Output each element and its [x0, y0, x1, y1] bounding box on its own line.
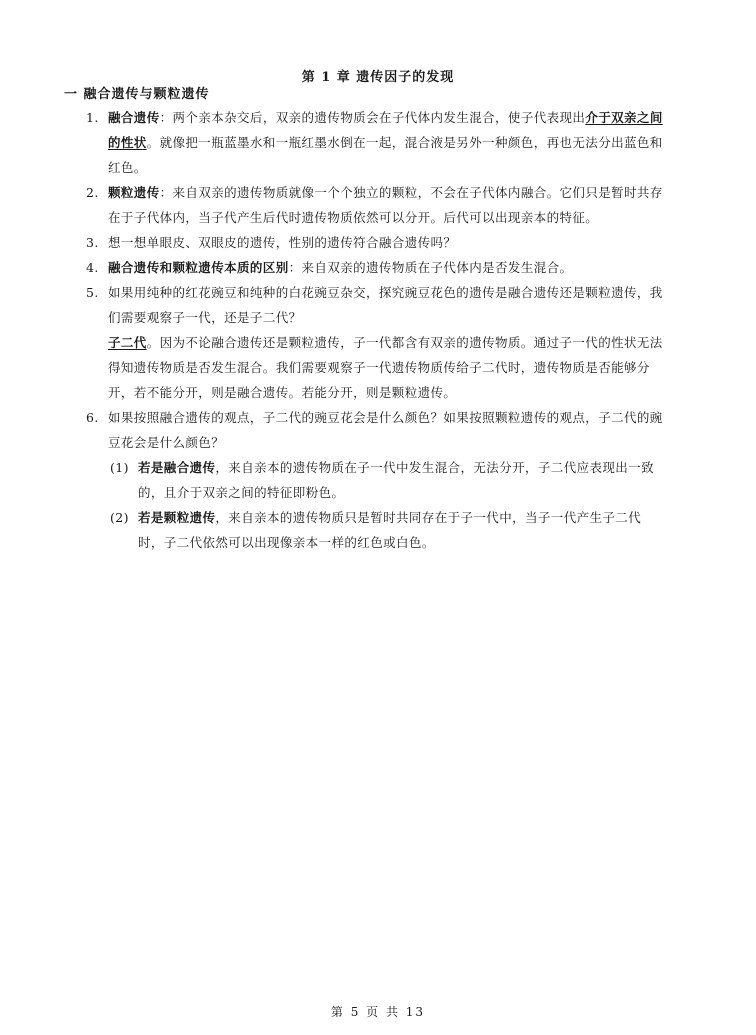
answer-text: 子二代。因为不论融合遗传还是颗粒遗传，子一代都含有双亲的遗传物质。通过子一代的性状无法得知遗传物质是否发生混合。我们需要观察子一代遗传物质传给子二代时，遗传物质是否能够分开，若不能分开，则是融合遗传。若能分开，则是颗粒遗传。	[108, 335, 663, 400]
answer-key: 子二代	[108, 335, 147, 350]
item-number: 2.	[86, 185, 99, 200]
item-number: 5.	[86, 285, 99, 300]
page-footer: 第 5 页 共 13	[330, 1005, 426, 1019]
list-item-6: 6. 如果按照融合遗传的观点，子二代的豌豆花会是什么颜色？如果按照颗粒遗传的观点，子二代的豌豆花会是什么颜色？	[86, 405, 666, 455]
underlined-key-phrase: 介于双亲之间的性状	[108, 110, 663, 150]
item-number: 6.	[86, 410, 99, 425]
item-number: 4.	[86, 260, 99, 275]
question-text: 如果用纯种的红花豌豆和纯种的白花豌豆杂交，探究豌豆花色的遗传是融合遗传还是颗粒遗传，我们需要观察子一代，还是子二代？	[108, 285, 663, 325]
item-term: 融合遗传和颗粒遗传本质的区别	[108, 260, 289, 275]
sub-item-1: (1) 若是融合遗传，来自亲本的遗传物质在子一代中发生混合，无法分开，子二代应表现出一致的，且介于双亲之间的特征即粉色。	[110, 455, 666, 505]
sub-item-number: (2)	[110, 510, 129, 525]
chapter-title: 第 1 章 遗传因子的发现	[301, 70, 455, 85]
list-item-1: 1. 融合遗传：两个亲本杂交后，双亲的遗传物质会在子代体内发生混合，使子代表现出介于双亲之间的性状。就像把一瓶蓝墨水和一瓶红墨水倒在一起，混合液是另外一种颜色，再也无法分出蓝色和红色。	[86, 105, 666, 180]
sub-item-term: 若是融合遗传	[138, 460, 216, 475]
sub-item-2: (2) 若是颗粒遗传，来自亲本的遗传物质只是暂时共同存在于子一代中，当子一代产生子二代时，子二代依然可以出现像亲本一样的红色或白色。	[110, 505, 666, 555]
list-item-4: 4. 融合遗传和颗粒遗传本质的区别：来自双亲的遗传物质在子代体内是否发生混合。	[86, 255, 666, 280]
list-item-2: 2. 颗粒遗传：来自双亲的遗传物质就像一个个独立的颗粒，不会在子代体内融合。它们只是暂时共存在于子代体内，当子代产生后代时遗传物质依然可以分开。后代可以出现亲本的特征。	[86, 180, 666, 230]
section-heading: 一 融合遗传与颗粒遗传	[64, 87, 210, 102]
list-item-3: 3. 想一想单眼皮、双眼皮的遗传，性别的遗传符合融合遗传吗？	[86, 230, 666, 255]
item-term: 颗粒遗传	[108, 185, 160, 200]
sub-item-number: (1)	[110, 460, 129, 475]
item-number: 1.	[86, 110, 99, 125]
item-term: 融合遗传	[108, 110, 160, 125]
sub-item-term: 若是颗粒遗传	[138, 510, 216, 525]
item-number: 3.	[86, 235, 99, 250]
list-item-5	[86, 280, 666, 405]
